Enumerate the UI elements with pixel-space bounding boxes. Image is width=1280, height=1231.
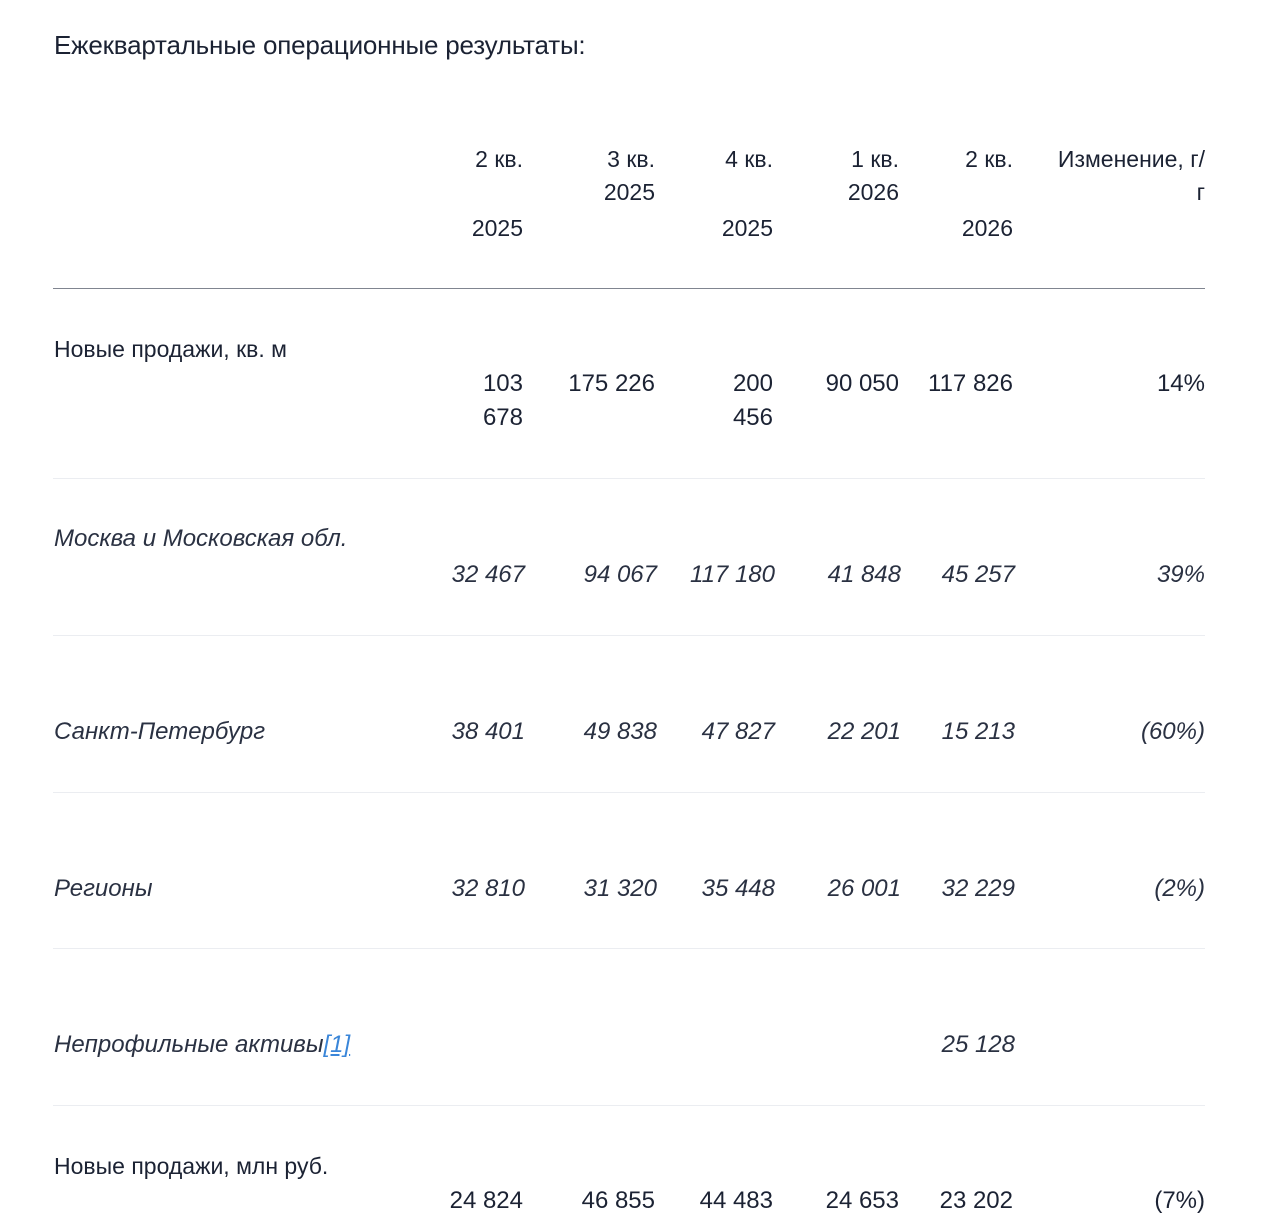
row-divider <box>53 792 1205 793</box>
table-cell: 103 <box>482 370 523 397</box>
col-header-q2-2025-year: 2025 <box>471 215 523 241</box>
table-cell: 22 201 <box>827 718 901 745</box>
row-label: Непрофильные активы <box>54 1031 324 1058</box>
col-header-q2-2026-quarter: 2 кв. <box>965 146 1013 172</box>
row-divider <box>53 478 1205 479</box>
footnote-link[interactable]: [1] <box>323 1031 351 1058</box>
table-cell: 15 213 <box>941 718 1015 745</box>
col-header-change-yoy-line1: Изменение, г/ <box>1057 146 1205 172</box>
table-cell: 25 128 <box>941 1031 1015 1058</box>
row-label: Москва и Московская обл. <box>54 525 348 552</box>
col-header-change-yoy-line2: г <box>1196 179 1205 205</box>
col-header-q4-2025-quarter: 4 кв. <box>725 146 773 172</box>
table-cell: 31 320 <box>583 875 657 902</box>
table-cell: 24 653 <box>825 1187 899 1214</box>
table-cell: 117 826 <box>928 370 1013 397</box>
table-cell: 200 <box>732 370 773 397</box>
col-header-q1-2026-year: 2026 <box>847 179 899 205</box>
row-label: Новые продажи, кв. м <box>54 336 287 362</box>
table-cell: 678 <box>482 404 523 431</box>
table-cell: 38 401 <box>451 718 525 745</box>
table-cell: 46 855 <box>581 1187 655 1214</box>
table-cell: 44 483 <box>699 1187 773 1214</box>
table-cell: 26 001 <box>827 875 901 902</box>
page-title: Ежеквартальные операционные результаты: <box>54 30 586 60</box>
table-cell: 14% <box>1156 370 1205 397</box>
row-divider <box>53 635 1205 636</box>
table-cell: 32 467 <box>451 561 525 588</box>
table-cell: 45 257 <box>941 561 1015 588</box>
table-cell: 41 848 <box>827 561 901 588</box>
table-cell: 39% <box>1156 561 1205 588</box>
row-divider <box>53 948 1205 949</box>
table-cell: 90 050 <box>825 370 899 397</box>
col-header-q1-2026-quarter: 1 кв. <box>851 146 899 172</box>
col-header-q3-2025-year: 2025 <box>603 179 655 205</box>
row-label: Санкт-Петербург <box>54 718 266 745</box>
row-label: Регионы <box>54 875 153 902</box>
table-cell: (2%) <box>1154 875 1205 902</box>
table-cell: 35 448 <box>701 875 775 902</box>
row-divider <box>53 1105 1205 1106</box>
table-cell: 94 067 <box>583 561 657 588</box>
col-header-q3-2025-quarter: 3 кв. <box>607 146 655 172</box>
table-cell: 175 226 <box>568 370 655 397</box>
table-cell: 32 229 <box>941 875 1015 902</box>
table-cell: 47 827 <box>701 718 775 745</box>
table-cell: (7%) <box>1154 1187 1205 1214</box>
row-label: Новые продажи, млн руб. <box>54 1153 329 1179</box>
table-cell: (60%) <box>1140 718 1205 745</box>
table-cell: 23 202 <box>939 1187 1013 1214</box>
table-cell: 49 838 <box>583 718 657 745</box>
table-cell: 24 824 <box>449 1187 523 1214</box>
table-cell: 32 810 <box>451 875 525 902</box>
row-label-wrapper <box>54 1028 350 1062</box>
col-header-q2-2025-quarter: 2 кв. <box>475 146 523 172</box>
table-cell: 456 <box>732 404 773 431</box>
header-divider <box>53 288 1205 289</box>
col-header-q2-2026-year: 2026 <box>961 215 1013 241</box>
col-header-q4-2025-year: 2025 <box>721 215 773 241</box>
table-cell: 117 180 <box>690 561 775 588</box>
